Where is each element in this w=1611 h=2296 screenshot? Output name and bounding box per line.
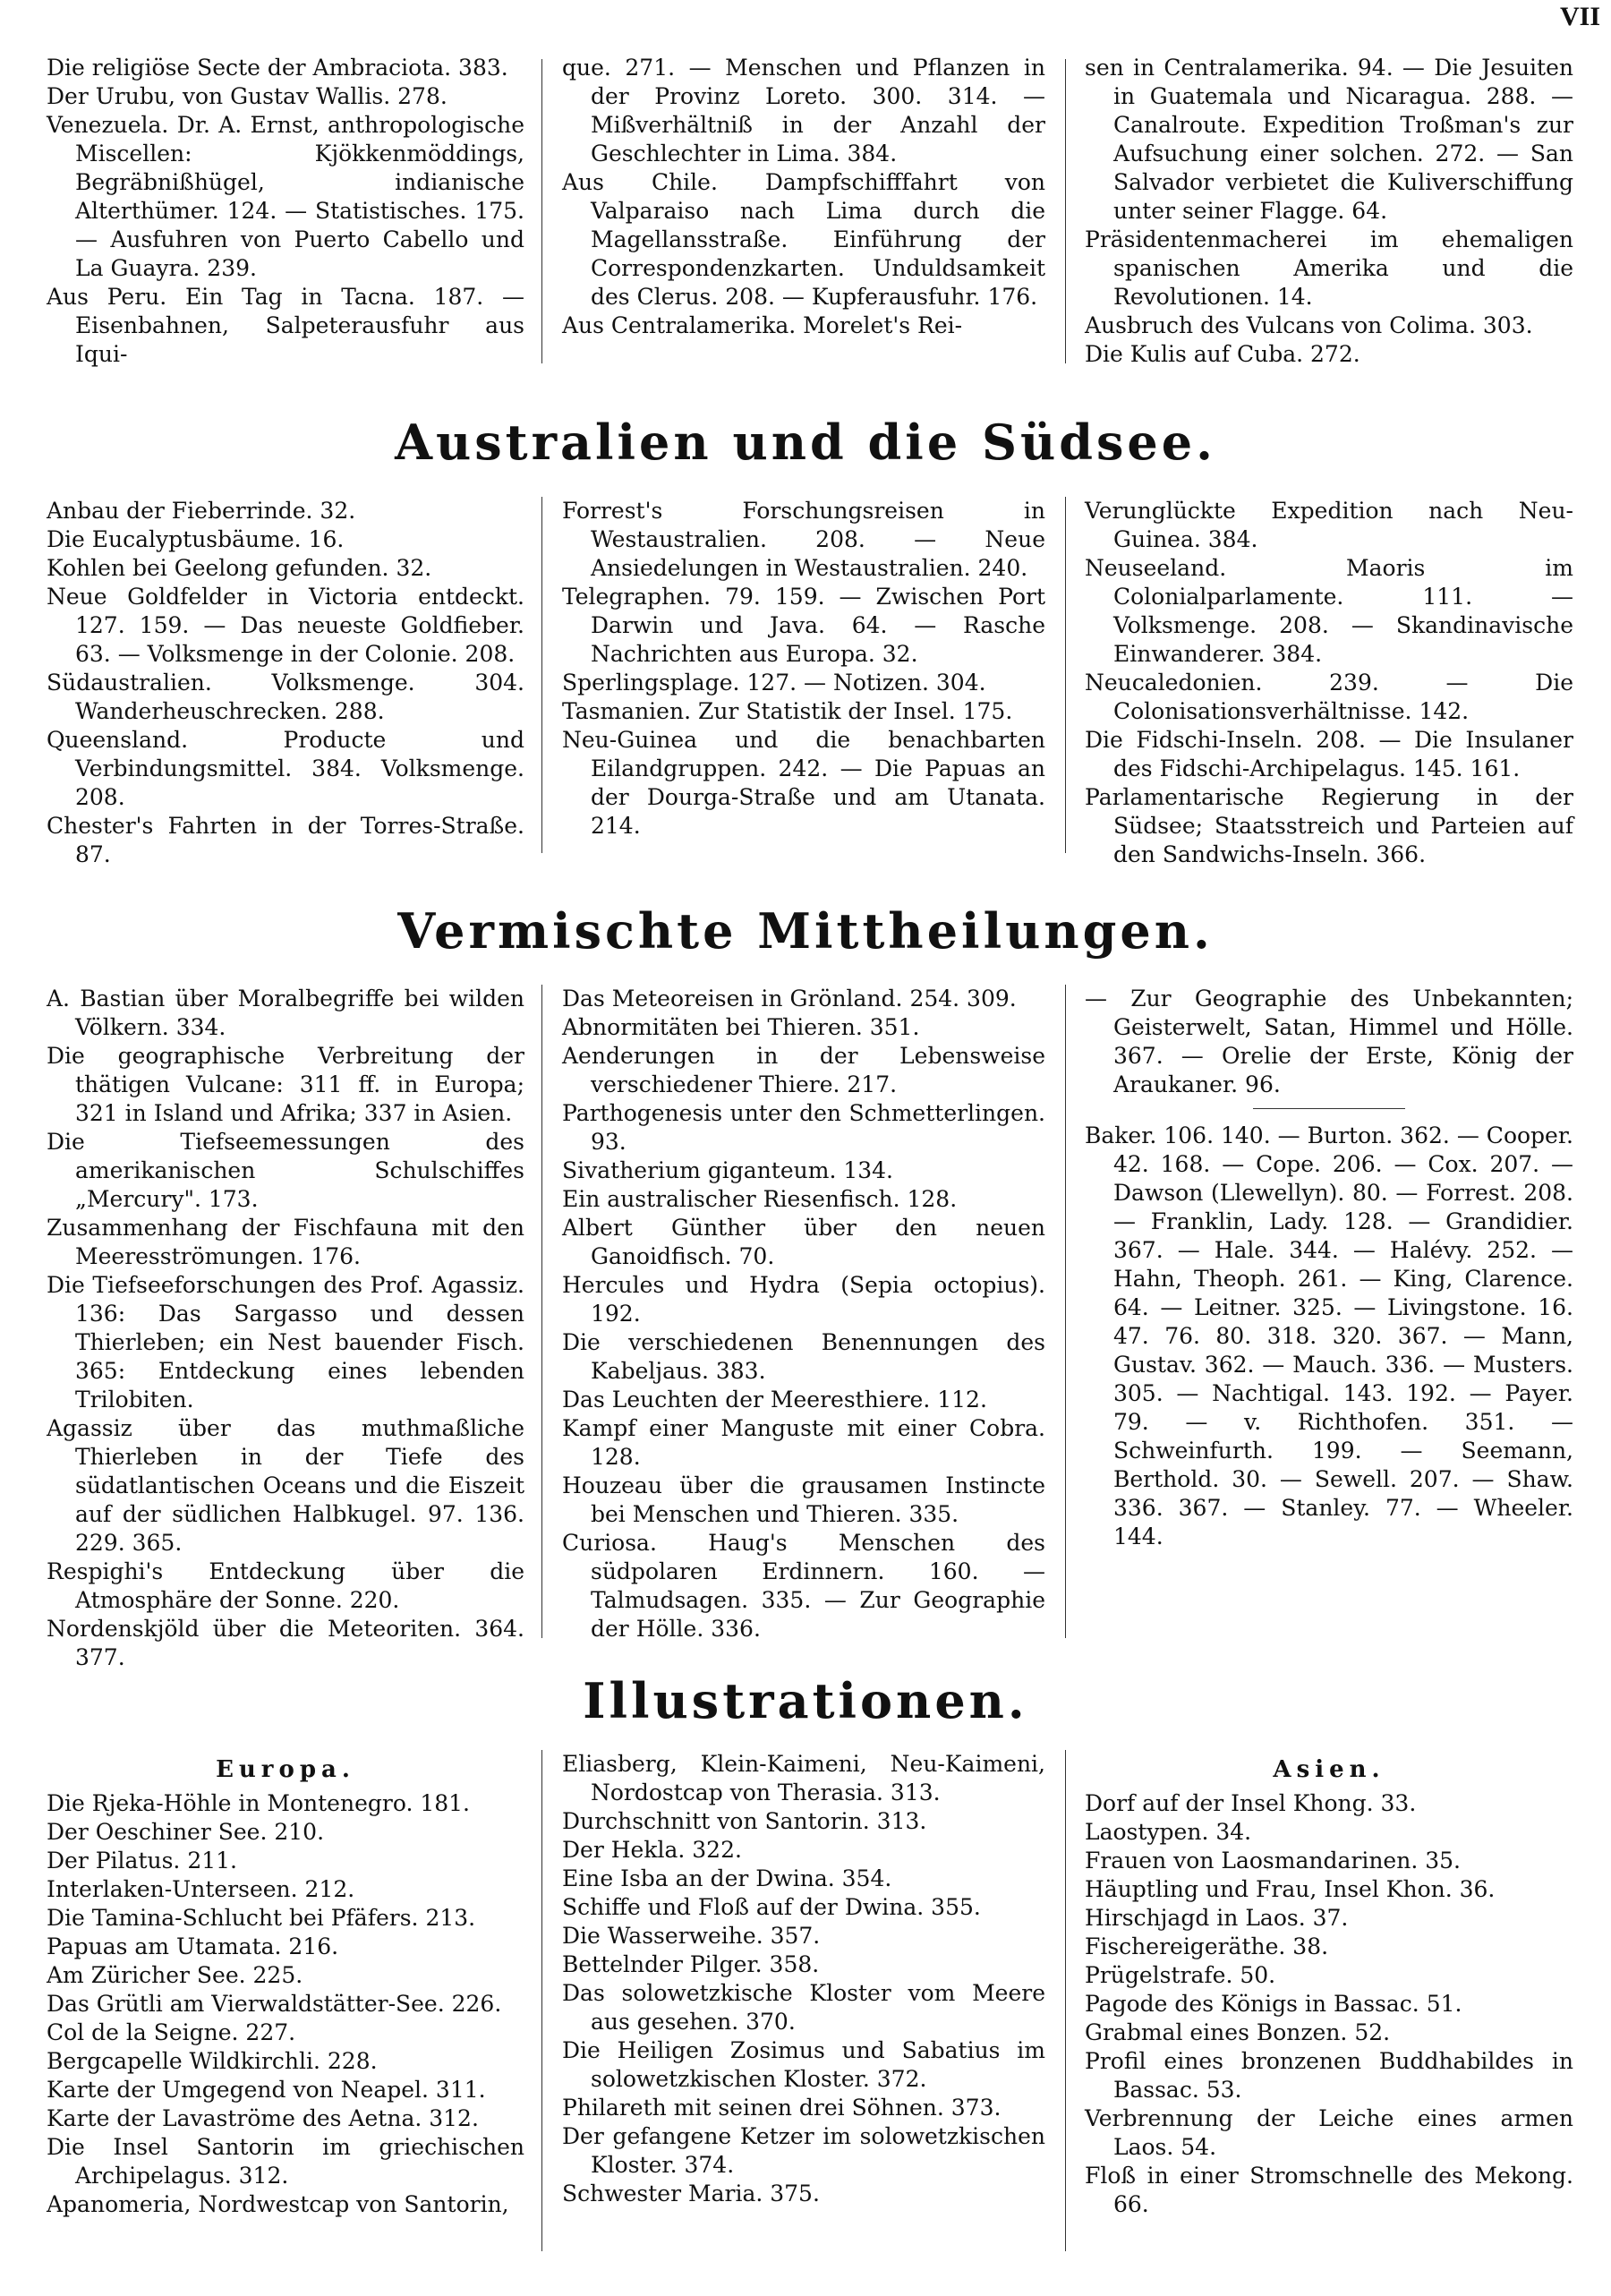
index-entry: Laostypen. 34. <box>1085 1819 1252 1845</box>
index-entry: que. 271. — Menschen und Pflanzen in der Provinz Loreto. 300. 314. — Mißverhältniß in der Anzahl der Geschlechter in Lima. 384. <box>562 55 1045 166</box>
index-entry: Curiosa. Haug's Menschen des südpolaren Erdinnern. 160. — Talmudsagen. 335. — Zur Geographie der Hölle. 336. <box>562 1530 1045 1642</box>
index-entry: Bergcapelle Wildkirchli. 228. <box>47 2048 378 2074</box>
index-entry: Die Tiefseemessungen des amerikanischen Schulschiffes „Mercury". 173. <box>47 1129 524 1212</box>
index-entry: Aus Centralamerika. Morelet's Rei- <box>562 312 963 338</box>
illustrationen-column-3 <box>1085 1750 1573 2219</box>
index-entry: sen in Centralamerika. 94. — Die Jesuiten in Guatemala und Nicaragua. 288. — Canalroute. Expedition Troßman's zur Aufsuchung einer solchen. 272. — San Salvador verbietet die Kuliverschiffung unter seiner Flagge. 64. <box>1085 55 1573 224</box>
index-entry: Das Grütli am Vierwaldstätter-See. 226. <box>47 1991 502 2017</box>
index-entry: Aus Chile. Dampfschifffahrt von Valparaiso nach Lima durch die Magellansstraße. Einführung der Correspondenzkarten. Unduldsamkeit des Clerus. 208. — Kupferausfuhr. 176. <box>562 169 1045 310</box>
column-rule <box>541 59 542 363</box>
index-entry: Bettelnder Pilger. 358. <box>562 1951 820 1977</box>
index-entry: Kohlen bei Geelong gefunden. 32. <box>47 555 432 581</box>
index-entry: Verunglückte Expedition nach Neu-Guinea. 384. <box>1085 498 1573 552</box>
index-entry: Die Insel Santorin im griechischen Archipelagus. 312. <box>47 2134 524 2189</box>
index-entry: Baker. 106. 140. — Burton. 362. — Cooper. 42. 168. — Cope. 206. — Cox. 207. — Dawson (Llewellyn). 80. — Forrest. 208. — Franklin, Lady. 128. — Grandidier. 367. — Hale. 344. — Halévy. 252. — Hahn, Theoph. 261. — King, Clarence. 64. — Leitner. 325. — Livingstone. 16. 47. 76. 80. 318. 320. 367. — Mann, Gustav. 362. — Mauch. 336. — Musters. 305. — Nachtigal. 143. 192. — Payer. 79. — v. Richthofen. 351. — Schweinfurth. 199. — Seemann, Berthold. 30. — Sewell. 207. — Shaw. 336. 367. — Stanley. 77. — Wheeler. 144. <box>1085 1122 1573 1549</box>
column-rule <box>1065 985 1066 1638</box>
index-entry: Schiffe und Floß auf der Dwina. 355. <box>562 1894 981 1920</box>
index-entry: Eine Isba an der Dwina. 354. <box>562 1865 892 1891</box>
asien-list <box>1085 1789 1573 2219</box>
subhead-asien: Asien. <box>1273 1756 1385 1783</box>
vermischte-col3-bottom <box>1085 1122 1573 1551</box>
australien-column-2 <box>562 497 1045 841</box>
index-entry: Neucaledonien. 239. — Die Colonisationsverhältnisse. 142. <box>1085 670 1573 724</box>
index-entry: Die Heiligen Zosimus und Sabatius im solowetzkischen Kloster. 372. <box>562 2037 1045 2092</box>
index-entry: Schwester Maria. 375. <box>562 2181 820 2206</box>
index-entry: Tasmanien. Zur Statistik der Insel. 175. <box>562 698 1013 724</box>
index-entry: Karte der Lavaströme des Aetna. 312. <box>47 2105 479 2131</box>
index-entry: Forrest's Forschungsreisen in Westaustralien. 208. — Neue Ansiedelungen in Westaustralien. 240. <box>562 498 1045 581</box>
index-entry: Das Leuchten der Meeresthiere. 112. <box>562 1387 987 1413</box>
index-entry: Sivatherium giganteum. 134. <box>562 1157 894 1183</box>
index-entry: Verbrennung der Leiche eines armen Laos. 54. <box>1085 2105 1573 2160</box>
australien-column-3 <box>1085 497 1573 869</box>
index-entry: Der Pilatus. 211. <box>47 1848 237 1874</box>
index-entry: Die Tamina-Schlucht bei Pfäfers. 213. <box>47 1905 476 1931</box>
index-entry: Die Eucalyptusbäume. 16. <box>47 526 345 552</box>
column-rule <box>541 985 542 1638</box>
index-entry: Frauen von Laosmandarinen. 35. <box>1085 1848 1461 1874</box>
index-entry: Parlamentarische Regierung in der Südsee; Staatsstreich und Parteien auf den Sandwichs-Inseln. 366. <box>1085 784 1573 867</box>
europa-list <box>47 1789 524 2219</box>
index-entry: Grabmal eines Bonzen. 52. <box>1085 2019 1391 2045</box>
index-entry: Agassiz über das muthmaßliche Thierleben in der Tiefe des südatlantischen Oceans und die Eiszeit auf der südlichen Halbkugel. 97. 136. 229. 365. <box>47 1415 524 1556</box>
index-entry: Die Tiefseeforschungen des Prof. Agassiz. 136: Das Sargasso und dessen Thierleben; ein Nest bauender Fisch. 365: Entdeckung eines lebenden Trilobiten. <box>47 1272 524 1413</box>
vermischte-column-3 <box>1085 985 1573 1551</box>
index-entry: Die verschiedenen Benennungen des Kabeljaus. 383. <box>562 1329 1045 1384</box>
index-entry: A. Bastian über Moralbegriffe bei wilden Völkern. 334. <box>47 986 524 1040</box>
index-entry: Aus Peru. Ein Tag in Tacna. 187. — Eisenbahnen, Salpeterausfuhr aus Iqui- <box>47 284 524 367</box>
index-entry: Die Wasserweihe. 357. <box>562 1923 821 1949</box>
index-entry: Floß in einer Stromschnelle des Mekong. 66. <box>1085 2163 1573 2217</box>
index-entry: Interlaken-Unterseen. 212. <box>47 1876 355 1902</box>
index-entry: Anbau der Fieberrinde. 32. <box>47 498 356 524</box>
index-entry: Zusammenhang der Fischfauna mit den Meeresströmungen. 176. <box>47 1215 524 1269</box>
index-entry: Karte der Umgegend von Neapel. 311. <box>47 2077 486 2103</box>
vermischte-column-1 <box>47 985 524 1672</box>
index-entry: Neu-Guinea und die benachbarten Eilandgruppen. 242. — Die Papuas an der Dourga-Straße und am Utanata. 214. <box>562 727 1045 839</box>
index-entry: Prügelstrafe. 50. <box>1085 1962 1276 1988</box>
index-entry: Am Züricher See. 225. <box>47 1962 303 1988</box>
index-entry: Apanomeria, Nordwestcap von Santorin, <box>47 2191 509 2217</box>
index-entry: Ein australischer Riesenfisch. 128. <box>562 1186 958 1212</box>
index-entry: Hercules und Hydra (Sepia octopius). 192. <box>562 1272 1045 1327</box>
index-entry: Der Oeschiner See. 210. <box>47 1819 325 1845</box>
index-entry: Durchschnitt von Santorin. 313. <box>562 1808 927 1834</box>
index-entry: Abnormitäten bei Thieren. 351. <box>562 1014 920 1040</box>
index-entry: Papuas am Utamata. 216. <box>47 1933 339 1959</box>
index-entry: Venezuela. Dr. A. Ernst, anthropologische Miscellen: Kjökkenmöddings, Begräbnißhügel, indianische Alterthümer. 124. — Statistisches. 175. — Ausfuhren von Puerto Cabello und La Guayra. 239. <box>47 112 524 281</box>
section-title-australien: Australien und die Südsee. <box>395 414 1216 471</box>
index-entry: Hirschjagd in Laos. 37. <box>1085 1905 1349 1931</box>
index-entry: Die Fidschi-Inseln. 208. — Die Insulaner des Fidschi-Archipelagus. 145. 161. <box>1085 727 1573 781</box>
index-entry: Neuseeland. Maoris im Colonialparlamente. 111. — Volksmenge. 208. — Skandinavische Einwanderer. 384. <box>1085 555 1573 667</box>
index-entry: Fischereigeräthe. 38. <box>1085 1933 1329 1959</box>
top-column-2 <box>562 54 1045 340</box>
index-entry: Das Meteoreisen in Grönland. 254. 309. <box>562 986 1017 1011</box>
index-entry: Albert Günther über den neuen Ganoidfisch. 70. <box>562 1215 1045 1269</box>
index-entry: Der gefangene Ketzer im solowetzkischen Kloster. 374. <box>562 2123 1045 2178</box>
index-entry: — Zur Geographie des Unbekannten; Geisterwelt, Satan, Himmel und Hölle. 367. — Orelie der Erste, König der Araukaner. 96. <box>1085 986 1573 1097</box>
index-entry: Häuptling und Frau, Insel Khon. 36. <box>1085 1876 1496 1902</box>
subhead-europa: Europa. <box>216 1756 355 1783</box>
index-entry: Das solowetzkische Kloster vom Meere aus gesehen. 370. <box>562 1980 1045 2035</box>
index-entry: Dorf auf der Insel Khong. 33. <box>1085 1790 1417 1816</box>
index-entry: Die geographische Verbreitung der thätigen Vulcane: 311 ff. in Europa; 321 in Island und Afrika; 337 in Asien. <box>47 1043 524 1126</box>
page-number: VII <box>1559 2 1600 31</box>
index-entry: Die Rjeka-Höhle in Montenegro. 181. <box>47 1790 470 1816</box>
index-entry: Houzeau über die grausamen Instincte bei Menschen und Thieren. 335. <box>562 1472 1045 1527</box>
index-entry: Die Kulis auf Cuba. 272. <box>1085 341 1360 367</box>
index-entry: Pagode des Königs in Bassac. 51. <box>1085 1991 1462 2017</box>
index-entry: Südaustralien. Volksmenge. 304. Wanderheuschrecken. 288. <box>47 670 524 724</box>
separator-rule <box>1253 1108 1405 1109</box>
column-rule <box>541 497 542 853</box>
column-rule <box>1065 497 1066 853</box>
index-entry: Präsidentenmacherei im ehemaligen spanischen Amerika und die Revolutionen. 14. <box>1085 226 1573 310</box>
column-rule <box>1065 1750 1066 2251</box>
top-column-1 <box>47 54 524 369</box>
index-entry: Philareth mit seinen drei Söhnen. 373. <box>562 2095 1002 2121</box>
index-entry: Die religiöse Secte der Ambraciota. 383. <box>47 55 508 81</box>
index-entry: Respighi's Entdeckung über die Atmosphäre der Sonne. 220. <box>47 1558 524 1613</box>
index-entry: Queensland. Producte und Verbindungsmittel. 384. Volksmenge. 208. <box>47 727 524 810</box>
vermischte-column-2 <box>562 985 1045 1643</box>
index-entry: Kampf einer Manguste mit einer Cobra. 128. <box>562 1415 1045 1470</box>
illustrationen-column-2 <box>562 1750 1045 2208</box>
vermischte-col3-top <box>1085 985 1573 1099</box>
top-column-3 <box>1085 54 1573 369</box>
index-entry: Der Hekla. 322. <box>562 1837 742 1863</box>
index-entry: Telegraphen. 79. 159. — Zwischen Port Darwin und Java. 64. — Rasche Nachrichten aus Europa. 32. <box>562 584 1045 667</box>
index-entry: Ausbruch des Vulcans von Colima. 303. <box>1085 312 1533 338</box>
index-entry: Parthogenesis unter den Schmetterlingen. 93. <box>562 1100 1045 1155</box>
section-title-vermischte: Vermischte Mittheilungen. <box>397 902 1214 960</box>
index-entry: Sperlingsplage. 127. — Notizen. 304. <box>562 670 986 696</box>
index-entry: Der Urubu, von Gustav Wallis. 278. <box>47 83 448 109</box>
column-rule <box>1065 59 1066 363</box>
illustrationen-column-1 <box>47 1750 524 2219</box>
index-entry: Neue Goldfelder in Victoria entdeckt. 127. 159. — Das neueste Goldfieber. 63. — Volksmenge in der Colonie. 208. <box>47 584 524 667</box>
australien-column-1 <box>47 497 524 869</box>
index-entry: Col de la Seigne. 227. <box>47 2019 296 2045</box>
section-title-illustrationen: Illustrationen. <box>583 1672 1028 1729</box>
index-entry: Eliasberg, Klein-Kaimeni, Neu-Kaimeni, Nordostcap von Therasia. 313. <box>562 1751 1045 1805</box>
index-entry: Nordenskjöld über die Meteoriten. 364. 377. <box>47 1616 524 1670</box>
column-rule <box>541 1750 542 2251</box>
index-entry: Chester's Fahrten in der Torres-Straße. 87. <box>47 813 524 867</box>
index-entry: Aenderungen in der Lebensweise verschiedener Thiere. 217. <box>562 1043 1045 1097</box>
index-entry: Profil eines bronzenen Buddhabildes in Bassac. 53. <box>1085 2048 1573 2103</box>
